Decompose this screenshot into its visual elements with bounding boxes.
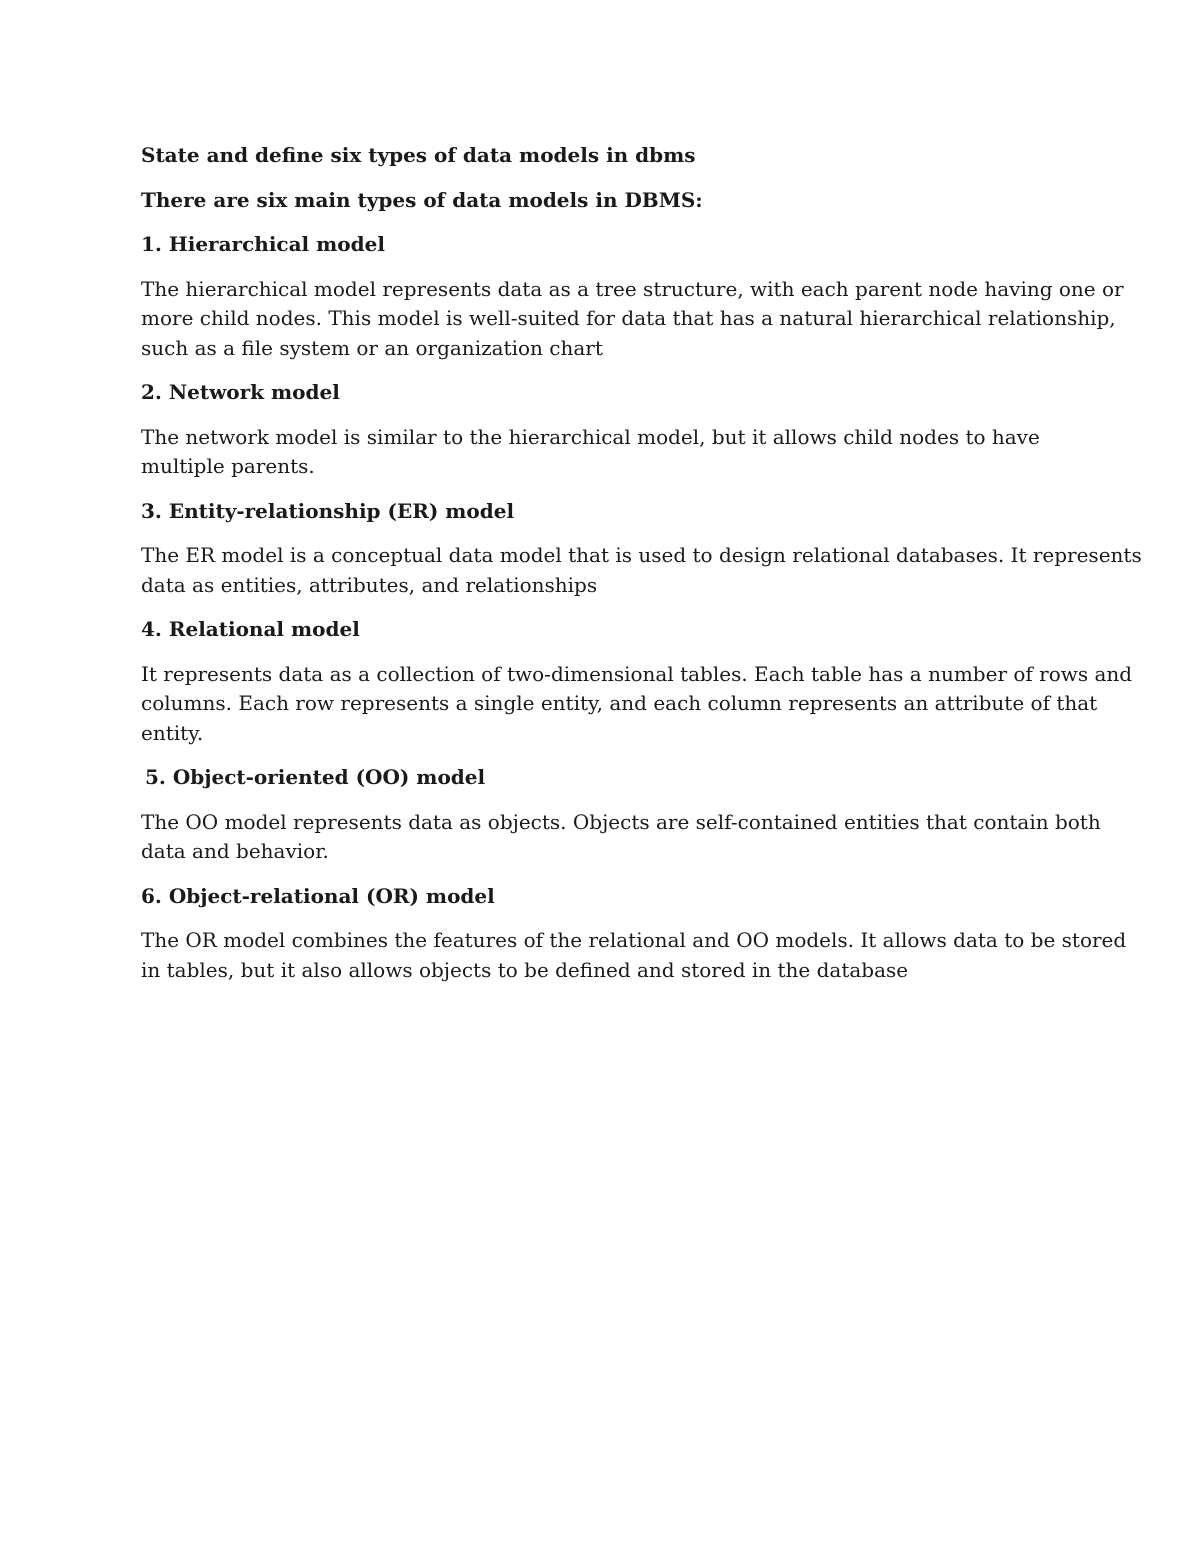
section-body-object-relational <box>141 926 1127 985</box>
section-body-object-oriented <box>141 808 1101 867</box>
body-line: data and behavior. <box>141 839 329 863</box>
body-line: entity. <box>141 720 204 745</box>
body-line: It represents data as a collection of two-dimensional tables. Each table has a number of rows and <box>141 661 1133 686</box>
body-line: The network model is similar to the hierarchical model, but it allows child nodes to have <box>141 424 1040 449</box>
section-heading-object-relational: 6. Object-relational (OR) model <box>141 883 495 908</box>
body-line: multiple parents. <box>141 454 315 478</box>
body-line: The hierarchical model represents data as a tree structure, with each parent node having one or <box>141 276 1124 301</box>
body-line: more child nodes. This model is well-suited for data that has a natural hierarchical relationship, <box>141 306 1116 330</box>
section-body-network <box>141 423 1071 482</box>
document-page <box>141 141 1142 1000</box>
body-line: columns. Each row represents a single entity, and each column represents an attribute of that <box>141 691 1098 715</box>
body-line: such as a file system or an organization chart <box>141 335 603 360</box>
section-heading-er: 3. Entity-relationship (ER) model <box>141 498 515 523</box>
body-line: The OO model represents data as objects. Objects are self-contained entities that contain both <box>141 809 1101 834</box>
body-line: in tables, but it also allows objects to be defined and stored in the database <box>141 957 909 982</box>
section-heading-hierarchical: 1. Hierarchical model <box>141 232 385 256</box>
section-body-hierarchical <box>141 275 1124 364</box>
section-heading-network: 2. Network model <box>141 380 340 404</box>
body-line: The OR model combines the features of the relational and OO models. It allows data to be stored <box>141 928 1127 952</box>
body-line: data as entities, attributes, and relationships <box>141 572 598 597</box>
section-heading-object-oriented: 5. Object-oriented (OO) model <box>145 765 486 789</box>
body-line: The ER model is a conceptual data model that is used to design relational databases. It represents <box>141 543 1142 567</box>
intro-text: There are six main types of data models in DBMS: <box>141 187 703 212</box>
document-title: State and define six types of data models in dbms <box>141 143 696 167</box>
section-body-er <box>141 541 1142 600</box>
section-heading-relational: 4. Relational model <box>141 617 360 641</box>
section-body-relational <box>141 660 1133 749</box>
